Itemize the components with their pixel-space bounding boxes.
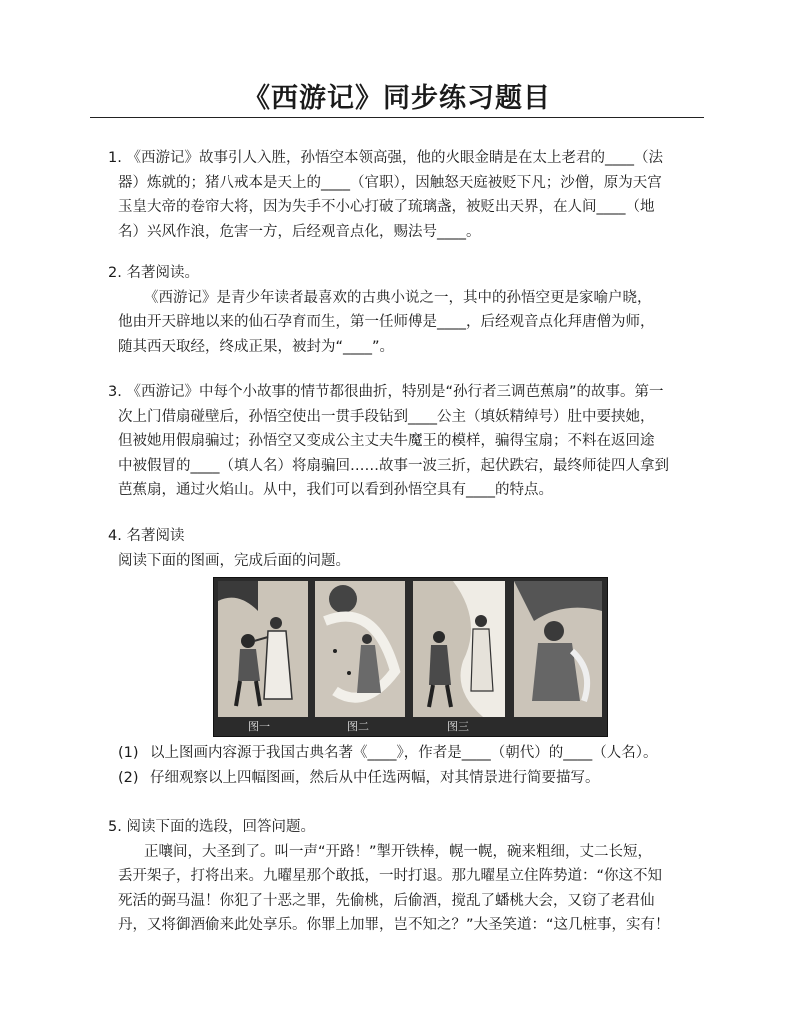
question-2 — [108, 261, 708, 359]
page-title: 《西游记》同步练习题目 — [243, 83, 551, 114]
figure-panel-2 — [315, 581, 405, 717]
question-5-line: 死活的弼马温！你犯了十恶之罪，先偷桃，后偷酒，搅乱了蟠桃大会，又窃了老君仙 — [118, 892, 655, 909]
question-2-heading: 2. 名著阅读。 — [108, 265, 199, 281]
figure-label-3: 图三 — [447, 720, 469, 733]
scene-one-illustration — [218, 581, 308, 717]
question-5-line: 丹，又将御酒偷来此处享乐。你罪上加罪，岂不知之？”大圣笑道：“这几桩事，实有！ — [118, 917, 670, 933]
question-1-line: 玉皇大帝的卷帘大将，因为失手不小心打破了琉璃盏，被贬出天界，在人间____（地 — [118, 199, 655, 215]
figure-panel-4 — [514, 581, 602, 717]
question-1 — [108, 146, 708, 244]
question-5-heading: 5. 阅读下面的选段，回答问题。 — [108, 819, 315, 835]
question-2-line: 《西游记》是青少年读者最喜欢的古典小说之一，其中的孙悟空更是家喻户晓， — [144, 289, 652, 306]
question-4-heading: 4. 名著阅读 — [108, 528, 185, 544]
question-2-line: 随其西天取经，终成正果，被封为“____”。 — [118, 338, 395, 355]
sub-question-text: 以上图画内容源于我国古典名著《____》，作者是____（朝代）的____（人名）。 — [150, 745, 658, 761]
question-3-line: 次上门借扇碰壁后，孙悟空使出一贯手段钻到____公主（填妖精绰号）肚中要挟她， — [118, 408, 655, 425]
sub-question-text: 仔细观察以上四幅图画，然后从中任选两幅，对其情景进行简要描写。 — [150, 770, 600, 786]
figure-label-1: 图一 — [248, 720, 270, 733]
question-4-sub-2 — [118, 766, 600, 790]
question-3-line: 芭蕉扇，通过火焰山。从中，我们可以看到孙悟空具有____的特点。 — [118, 482, 553, 498]
question-1-line: 1. 《西游记》故事引人入胜，孙悟空本领高强，他的火眼金睛是在太上老君的____（法 — [108, 150, 663, 166]
question-4-instruction: 阅读下面的图画，完成后面的问题。 — [118, 552, 350, 569]
question-1-line: 器）炼就的；猪八戒本是天上的____（官职），因触怒天庭被贬下凡；沙僧，原为天宫 — [118, 174, 662, 191]
sub-question-number: (2) — [118, 770, 139, 786]
figure-label-2: 图二 — [347, 720, 369, 733]
question-4 — [108, 524, 708, 573]
question-3 — [108, 380, 708, 503]
scene-four-illustration — [514, 581, 602, 717]
question-5-line: 丢开架子，打将出来。九曜星那个敢抵，一时打退。那九曜星立住阵势道：“你这不知 — [118, 868, 663, 884]
journey-west-illustration — [213, 577, 608, 737]
title-divider — [90, 117, 704, 118]
scene-three-illustration — [413, 581, 505, 717]
figure-panel-1 — [218, 581, 308, 717]
sub-question-number: (1) — [118, 745, 139, 761]
question-3-line: 中被假冒的____（填人名）将扇骗回……故事一波三折，起伏跌宕，最终师徒四人拿到 — [118, 457, 669, 474]
question-2-line: 他由开天辟地以来的仙石孕育而生，第一任师傅是____，后经观音点化拜唐僧为师， — [118, 314, 655, 330]
question-4-sub-1 — [118, 741, 658, 765]
question-3-line: 但被她用假扇骗过；孙悟空又变成公主丈夫牛魔王的模样，骗得宝扇；不料在返回途 — [118, 433, 655, 449]
scene-two-illustration — [315, 581, 405, 717]
question-5-line: 正嚷间，大圣到了。叫一声“开路！”掣开铁棒，幌一幌，碗来粗细，丈二长短， — [144, 843, 653, 860]
question-1-line: 名）兴风作浪，危害一方，后经观音点化，赐法号____。 — [118, 223, 481, 240]
question-3-line: 3. 《西游记》中每个小故事的情节都很曲折，特别是“孙行者三调芭蕉扇”的故事。第一 — [108, 384, 664, 400]
figure-panel-3 — [413, 581, 505, 717]
question-5 — [108, 815, 708, 938]
